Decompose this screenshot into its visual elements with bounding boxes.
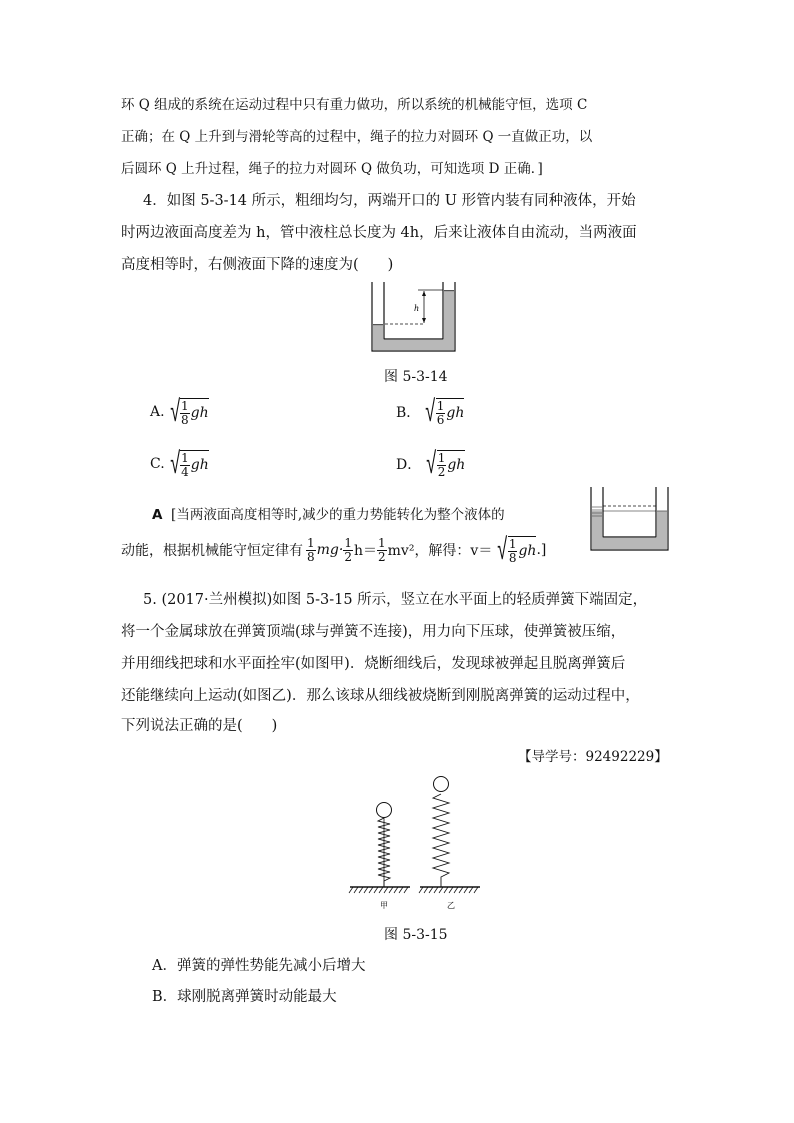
answer-line: A [当两液面高度相等时,减少的重力势能转化为整个液体的 (152, 507, 505, 523)
answer-key: A (152, 507, 163, 523)
option-b: B．球刚脱离弹簧时动能最大 (152, 989, 337, 1005)
question-4-line: 4．如图 5-3-14 所示，粗细均匀，两端开口的 U 形管内装有同种液体，开始 (143, 193, 636, 209)
h-label: h (414, 304, 420, 313)
text-line: 后圆环 Q 上升过程，绳子的拉力对圆环 Q 做负功，可知选项 D 正确．] (121, 161, 543, 177)
question-4-line: 高度相等时，右侧液面下降的速度为( ) (121, 257, 394, 273)
label-yi: 乙 (447, 901, 455, 910)
question-4-line: 时两边液面高度差为 h，管中液柱总长度为 4h，后来让液体自由流动，当两液面 (121, 225, 637, 241)
text-line: 环 Q 组成的系统在运动过程中只有重力做功，所以系统的机械能守恒，选项 C (121, 97, 588, 113)
option-c: C. √ $\frac{1}{4}$ gh (150, 446, 209, 481)
question-5-line: 下列说法正确的是( ) (121, 718, 278, 734)
text-line: 正确；在 Q 上升到与滑轮等高的过程中，绳子的拉力对圆环 Q 一直做正功，以 (121, 129, 593, 145)
question-5-line: 将一个金属球放在弹簧顶端(球与弹簧不连接)，用力向下压球，使弹簧被压缩， (121, 624, 626, 640)
option-a: A. √ $\frac{1}{8}$ gh (150, 394, 209, 429)
guide-number: 【导学号：92492229】 (518, 749, 668, 765)
option-d: D． √ $\frac{1}{2}$ gh (396, 446, 466, 481)
option-a: A．弹簧的弹性势能先减小后增大 (152, 958, 366, 974)
label-jia: 甲 (380, 901, 388, 910)
spring-figure (345, 772, 485, 914)
figure-caption: 图 5-3-15 (384, 927, 448, 943)
u-tube-answer-figure (588, 487, 672, 555)
answer-formula-line: 动能，根据机械能守恒定律有 $\frac{1}{8}$ mg· $\frac{1}{2}$ h＝ $\frac{1}{2}$ mv²，解得：v＝ √ $\frac{1}{8}$ gh .] (121, 532, 547, 567)
figure-caption: 图 5-3-14 (384, 369, 448, 385)
question-5-line: 5. (2017·兰州模拟)如图 5-3-15 所示，竖立在水平面上的轻质弹簧下端固定， (143, 592, 648, 608)
option-b: B． √ $\frac{1}{6}$ gh (396, 394, 465, 429)
u-tube-figure (368, 282, 460, 356)
question-5-line: 还能继续向上运动(如图乙)．那么该球从细线被烧断到刚脱离弹簧的运动过程中， (121, 688, 640, 704)
question-5-line: 并用细线把球和水平面拴牢(如图甲)．烧断细线后，发现球被弹起且脱离弹簧后 (121, 656, 626, 672)
